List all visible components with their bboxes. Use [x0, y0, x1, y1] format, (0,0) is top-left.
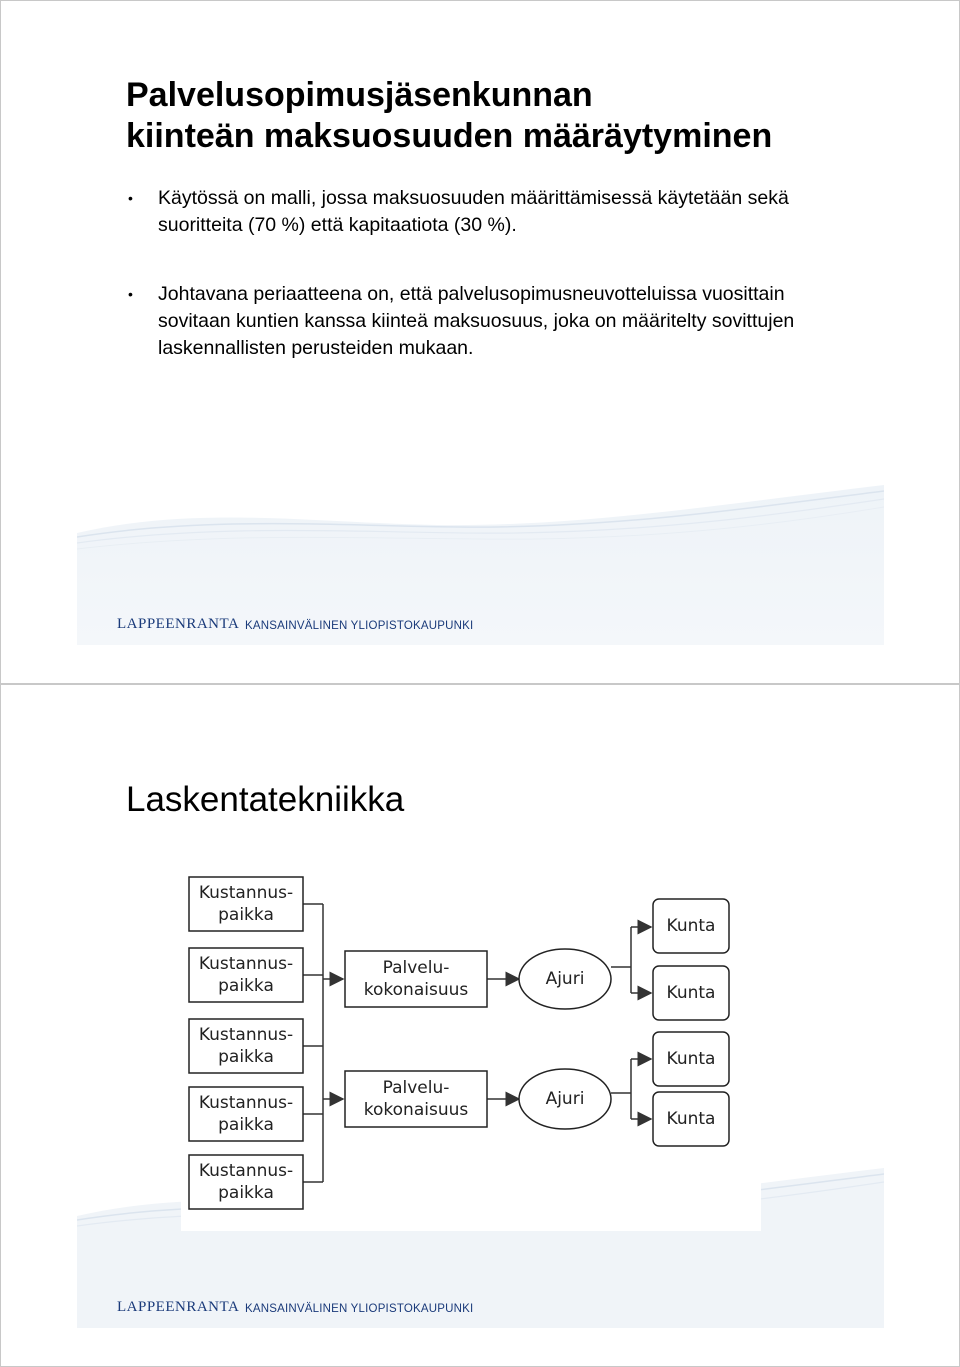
slide-1-title: [126, 75, 772, 157]
node-label-line: paikka: [218, 1183, 274, 1203]
cost-center-node: [189, 1160, 303, 1204]
bullet-item: [126, 185, 846, 239]
driver-node: Ajuri: [545, 1089, 585, 1109]
service-node: [345, 957, 487, 1001]
bullet-item: [126, 281, 846, 362]
node-label-line: Kustannus-: [198, 1093, 294, 1113]
slide-2: [0, 684, 960, 1367]
bullet-icon: •: [128, 190, 133, 206]
node-label-line: Palvelu-: [382, 958, 450, 978]
node-label-line: kokonaisuus: [363, 1100, 469, 1120]
bullet-list: [126, 185, 846, 404]
slide-2-title: Laskentatekniikka: [126, 780, 405, 819]
footer-tagline: KANSAINVÄLINEN YLIOPISTOKAUPUNKI: [245, 1303, 474, 1315]
node-label-line: paikka: [218, 905, 274, 925]
title-line-1: Palvelusopimusjäsenkunnan: [126, 76, 593, 114]
footer-band: [77, 485, 884, 645]
municipality-node: Kunta: [666, 1109, 716, 1129]
bullet-text: Johtavana periaatteena on, että palvelusopimusneuvotteluissa vuosittain sovitaan kuntien kanssa kiinteä maksuosuus, joka on määritelty sovittujen laskennallisten perusteiden mukaan.: [158, 283, 795, 359]
node-label-line: Kustannus-: [198, 1025, 294, 1045]
service-node: [345, 1077, 487, 1121]
footer-tagline: KANSAINVÄLINEN YLIOPISTOKAUPUNKI: [245, 620, 474, 632]
title-line-2: kiinteän maksuosuuden määräytyminen: [126, 117, 773, 155]
municipality-node: Kunta: [666, 916, 716, 936]
node-label-line: Kustannus-: [198, 954, 294, 974]
cost-center-node: [189, 1092, 303, 1136]
node-label-line: paikka: [218, 1047, 274, 1067]
node-label-line: Kustannus-: [198, 883, 294, 903]
cost-center-node: [189, 953, 303, 997]
driver-node: Ajuri: [545, 969, 585, 989]
node-label-line: kokonaisuus: [363, 980, 469, 1000]
municipality-node: Kunta: [666, 983, 716, 1003]
footer-city-logo: LAPPEENRANTA: [117, 616, 240, 632]
node-label-line: paikka: [218, 1115, 274, 1135]
node-label-line: Palvelu-: [382, 1078, 450, 1098]
municipality-node: Kunta: [666, 1049, 716, 1069]
bullet-icon: •: [128, 286, 133, 302]
cost-allocation-diagram: [181, 871, 761, 1231]
node-label-line: paikka: [218, 976, 274, 996]
cost-center-node: [189, 882, 303, 926]
bullet-text: Käytössä on malli, jossa maksuosuuden määrittämisessä käytetään sekä suoritteita (70 %) että kapitaatiota (30 %).: [158, 187, 789, 236]
node-label-line: Kustannus-: [198, 1161, 294, 1181]
cost-center-node: [189, 1024, 303, 1068]
footer-city-logo: LAPPEENRANTA: [117, 1299, 240, 1315]
